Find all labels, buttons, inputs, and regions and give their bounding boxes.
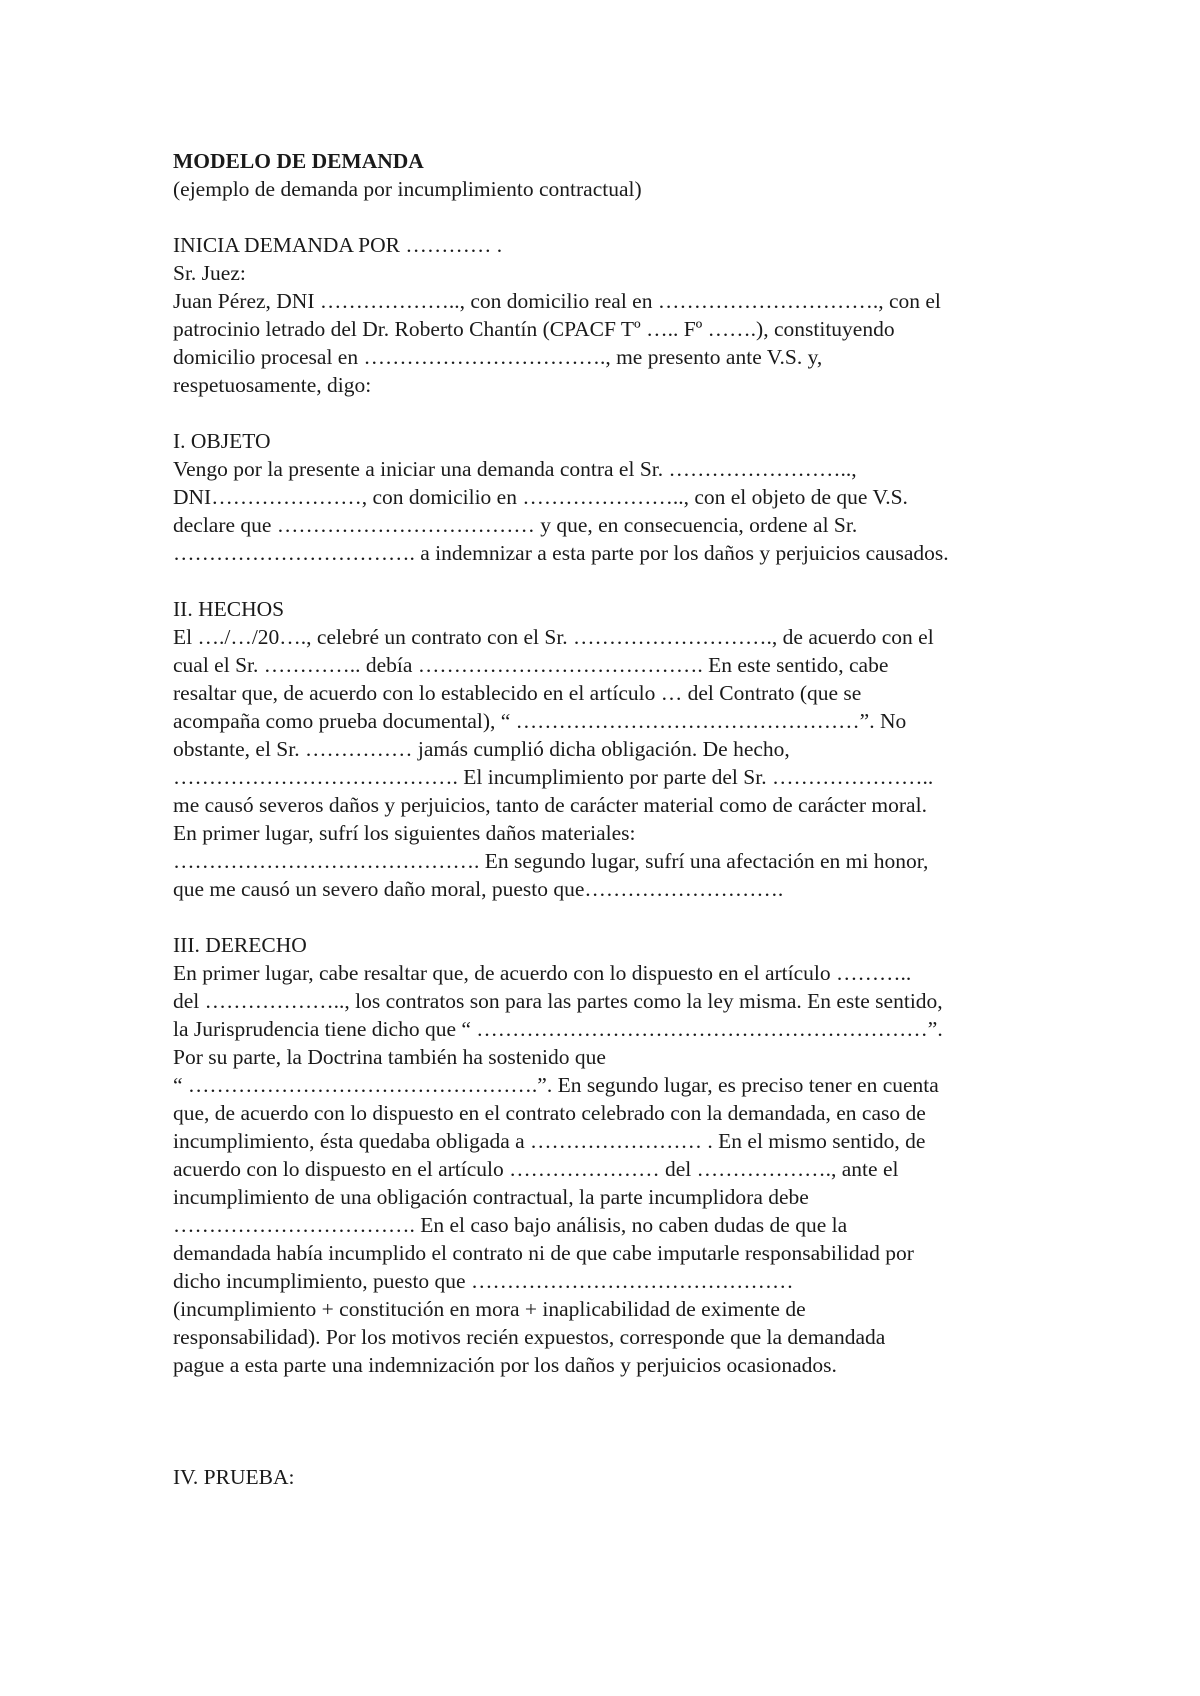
- section-line: la Jurisprudencia tiene dicho que “ ………………………………………………………”.: [173, 1017, 943, 1041]
- spacer: [173, 903, 1053, 931]
- section-derecho: [173, 931, 1053, 1379]
- section-line: del ……………….., los contratos son para las partes como la ley misma. En este sentido,: [173, 989, 943, 1013]
- section-line: resaltar que, de acuerdo con lo establecido en el artículo … del Contrato (que se: [173, 681, 862, 705]
- section-line: El …./…/20…., celebré un contrato con el Sr. ………………………., de acuerdo con el: [173, 625, 934, 649]
- section-line: Por su parte, la Doctrina también ha sostenido que: [173, 1045, 606, 1069]
- section-hechos: [173, 595, 1053, 903]
- section-heading: I. OBJETO: [173, 429, 271, 453]
- section-line: que me causó un severo daño moral, puesto que……………………….: [173, 877, 784, 901]
- intro-line: INICIA DEMANDA POR ………… .: [173, 233, 503, 257]
- section-prueba: [173, 1463, 1053, 1491]
- section-heading: II. HECHOS: [173, 597, 285, 621]
- section-line: En primer lugar, sufrí los siguientes daños materiales:: [173, 821, 636, 845]
- spacer: [173, 1379, 1053, 1463]
- section-objeto: [173, 427, 1053, 567]
- spacer: [173, 399, 1053, 427]
- section-line: (incumplimiento + constitución en mora + inaplicabilidad de eximente de: [173, 1297, 806, 1321]
- intro-line: respetuosamente, digo:: [173, 373, 372, 397]
- intro-line: domicilio procesal en ……………………………., me presento ante V.S. y,: [173, 345, 823, 369]
- document-title: MODELO DE DEMANDA: [173, 149, 424, 173]
- section-line: incumplimiento, ésta quedaba obligada a …………………… . En el mismo sentido, de: [173, 1129, 926, 1153]
- section-line: “ ………………………………………….”. En segundo lugar, es preciso tener en cuenta: [173, 1073, 939, 1097]
- section-line: obstante, el Sr. …………… jamás cumplió dicha obligación. De hecho,: [173, 737, 790, 761]
- section-line: ……………………………………. En segundo lugar, sufrí una afectación en mi honor,: [173, 849, 929, 873]
- section-line: cual el Sr. ………….. debía …………………………………. En este sentido, cabe: [173, 653, 889, 677]
- section-heading: III. DERECHO: [173, 933, 307, 957]
- section-line: dicho incumplimiento, puesto que ………………………………………: [173, 1269, 794, 1293]
- document-body: [173, 147, 1053, 1491]
- section-line: me causó severos daños y perjuicios, tanto de carácter material como de carácter moral.: [173, 793, 927, 817]
- section-line: acompaña como prueba documental), “ …………………………………………”. No: [173, 709, 907, 733]
- intro-block: [173, 231, 1053, 399]
- document-subtitle: (ejemplo de demanda por incumplimiento contractual): [173, 177, 642, 201]
- section-line: Vengo por la presente a iniciar una demanda contra el Sr. ……………………..,: [173, 457, 857, 481]
- section-line: DNI…………………, con domicilio en ………………….., con el objeto de que V.S.: [173, 485, 908, 509]
- section-line: ……………………………. a indemnizar a esta parte por los daños y perjuicios causados.: [173, 541, 949, 565]
- section-line: acuerdo con lo dispuesto en el artículo ………………… del ………………., ante el: [173, 1157, 899, 1181]
- section-line: demandada había incumplido el contrato ni de que cabe imputarle responsabilidad por: [173, 1241, 914, 1265]
- spacer: [173, 567, 1053, 595]
- intro-line: Juan Pérez, DNI ……………….., con domicilio real en …………………………., con el: [173, 289, 941, 313]
- section-line: que, de acuerdo con lo dispuesto en el contrato celebrado con la demandada, en caso de: [173, 1101, 926, 1125]
- intro-line: Sr. Juez:: [173, 261, 246, 285]
- section-line: …………………………………. El incumplimiento por parte del Sr. …………………..: [173, 765, 934, 789]
- section-line: declare que ……………………………… y que, en consecuencia, ordene al Sr.: [173, 513, 858, 537]
- section-line: En primer lugar, cabe resaltar que, de acuerdo con lo dispuesto en el artículo ………..: [173, 961, 912, 985]
- section-line: ……………………………. En el caso bajo análisis, no caben dudas de que la: [173, 1213, 848, 1237]
- spacer: [173, 203, 1053, 231]
- section-line: incumplimiento de una obligación contractual, la parte incumplidora debe: [173, 1185, 809, 1209]
- intro-line: patrocinio letrado del Dr. Roberto Chantín (CPACF Tº ….. Fº …….), constituyendo: [173, 317, 895, 341]
- section-heading: IV. PRUEBA:: [173, 1465, 295, 1489]
- section-line: pague a esta parte una indemnización por los daños y perjuicios ocasionados.: [173, 1353, 837, 1377]
- section-line: responsabilidad). Por los motivos recién expuestos, corresponde que la demandada: [173, 1325, 886, 1349]
